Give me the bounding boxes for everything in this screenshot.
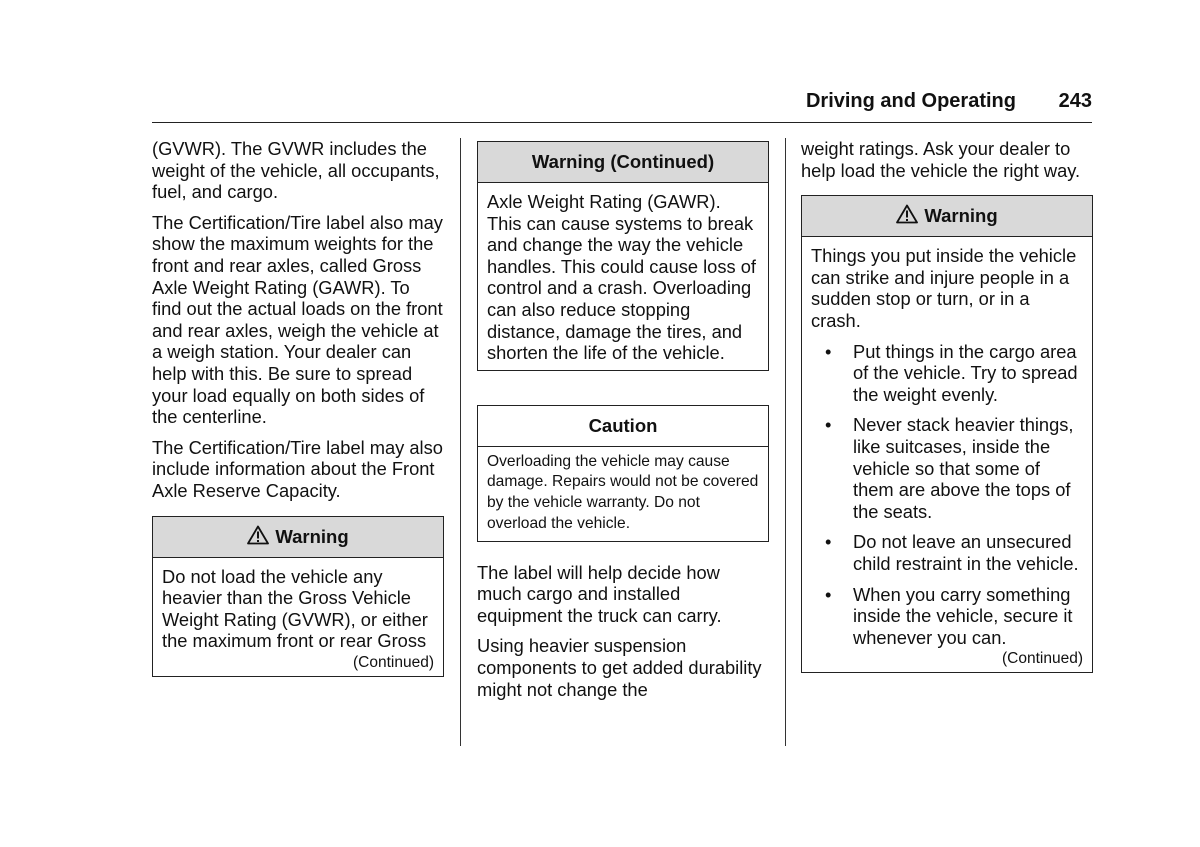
warning-body: Do not load the vehicle any heavier than the Gross Vehicle Weight Rating (GVWR), or either the maximum front or rear Gross	[162, 565, 428, 652]
warning-box	[152, 516, 444, 677]
bullet-icon: •	[825, 414, 832, 436]
warning-intro: Things you put inside the vehicle can strike and injure people in a sudden stop or turn, or in a crash.	[811, 245, 1077, 331]
warning-triangle-icon	[896, 198, 918, 238]
warning-triangle-icon	[247, 519, 269, 559]
warning-header	[153, 517, 443, 558]
paragraph-weight-ratings: weight ratings. Ask your dealer to help load the vehicle the right way.	[801, 138, 1081, 181]
column-2	[477, 138, 769, 709]
caution-body: Overloading the vehicle may cause damage. Repairs would not be covered by the vehicle warranty. Do not overload the vehicle.	[487, 452, 759, 532]
list-item: • Put things in the cargo area of the vehicle. Try to spread the weight evenly.	[825, 340, 1078, 405]
paragraph-label-help: The label will help decide how much cargo and installed equipment the truck can carry.	[477, 561, 722, 626]
paragraph-front-axle: The Certification/Tire label may also include information about the Front Axle Reserve Capacity.	[152, 436, 443, 501]
warning-bullet-list	[811, 341, 1083, 649]
warning-title: Warning	[275, 525, 349, 547]
warning-box-cargo	[801, 195, 1093, 673]
list-item: • When you carry something inside the vehicle, secure it whenever you can.	[825, 583, 1073, 648]
paragraph-gvwr: (GVWR). The GVWR includes the weight of the vehicle, all occupants, fuel, and cargo.	[152, 138, 440, 203]
continued-label: (Continued)	[1002, 650, 1083, 668]
list-item: • Do not leave an unsecured child restraint in the vehicle.	[825, 531, 1079, 574]
page-header	[152, 88, 1092, 123]
paragraph-gawr: The Certification/Tire label also may show the maximum weights for the front and rear axles, called Gross Axle Weight Rating (GAWR). To find out the actual loads on the front and rear axles, weigh the vehicle at a weigh station. Your dealer can help with this. Be sure to spread your load equally on both sides of the centerline.	[152, 211, 443, 428]
caution-box	[477, 405, 769, 542]
warning-header-cargo	[802, 196, 1092, 237]
column-1	[152, 138, 444, 677]
column-divider-2	[785, 138, 786, 746]
caution-header: Caution	[478, 406, 768, 447]
list-item: • Never stack heavier things, like suitcases, inside the vehicle so that some of them are above the tops of the seats.	[825, 414, 1074, 522]
column-3	[801, 138, 1093, 673]
column-divider-1	[460, 138, 461, 746]
paragraph-suspension: Using heavier suspension components to get added durability might not change the	[477, 635, 762, 700]
continued-label: (Continued)	[353, 653, 434, 671]
warning-continued-body: Axle Weight Rating (GAWR). This can cause systems to break and change the way the vehicle handles. This could cause loss of control and a crash. Overloading can also reduce stopping distance, damage the tires, and shorten the life of the vehicle.	[487, 191, 756, 364]
bullet-icon: •	[825, 583, 832, 605]
warning-continued-box	[477, 141, 769, 371]
page-number: 243	[1058, 90, 1092, 112]
bullet-icon: •	[825, 340, 832, 362]
warning-continued-header: Warning (Continued)	[478, 142, 768, 183]
section-title: Driving and Operating	[805, 90, 1016, 112]
warning-title-cargo: Warning	[924, 205, 998, 227]
bullet-icon: •	[825, 531, 832, 553]
